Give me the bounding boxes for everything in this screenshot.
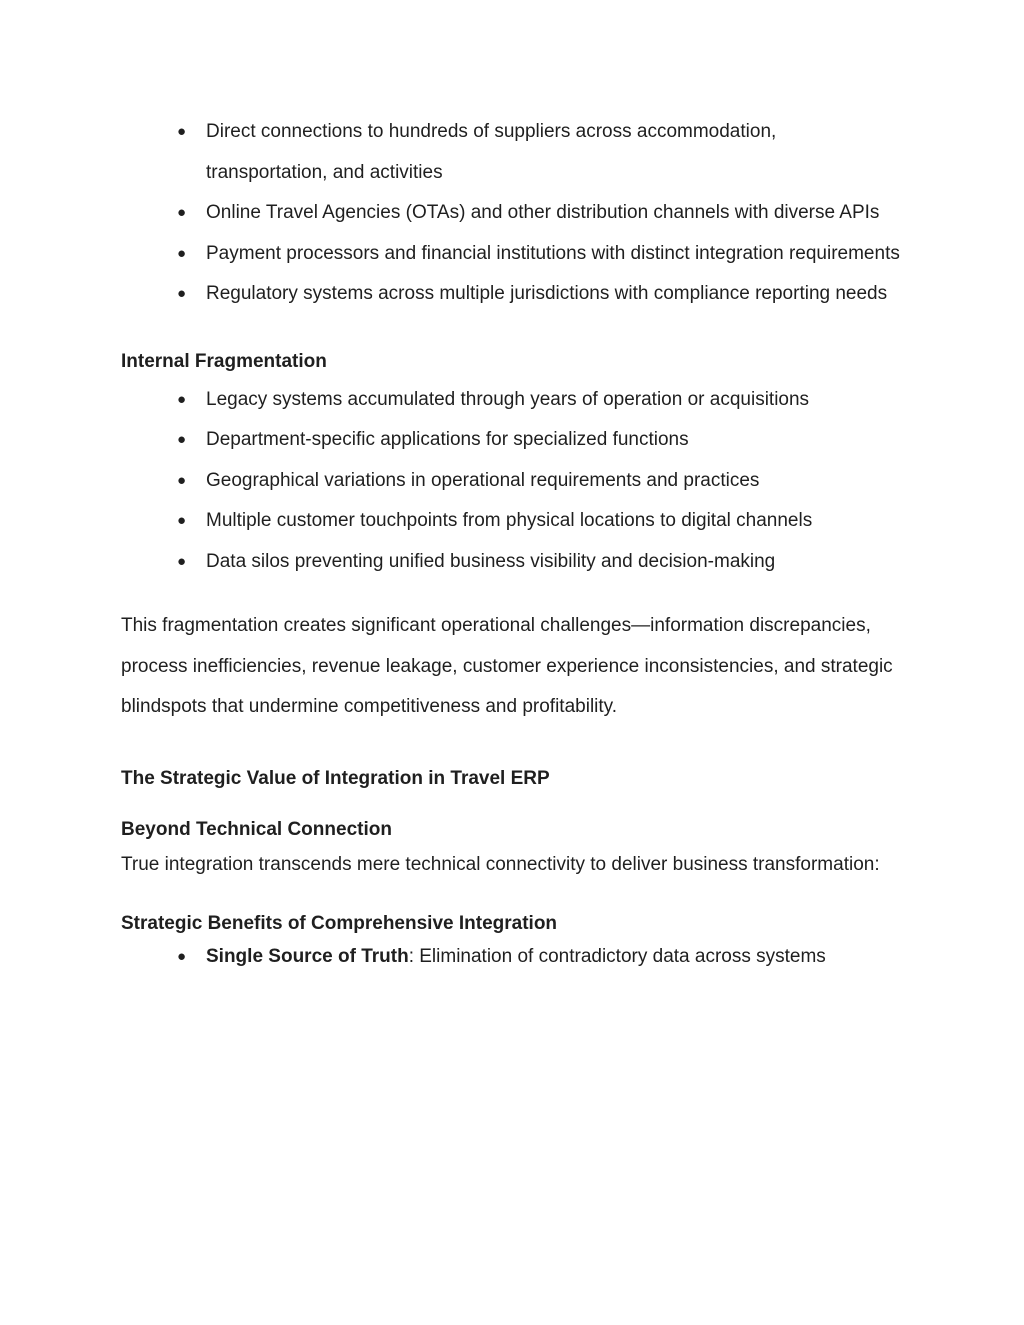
beyond-technical-heading: Beyond Technical Connection: [121, 818, 392, 840]
list-item: [121, 234, 901, 275]
strategic-benefits-list: [121, 937, 901, 978]
integration-paragraph: True integration transcends mere technical connectivity to deliver business transformation:: [121, 853, 880, 875]
list-item: [121, 112, 901, 193]
bullet-icon: ●: [177, 512, 187, 529]
list-item: [121, 420, 901, 461]
list-item-text: Multiple customer touchpoints from physical locations to digital channels: [206, 510, 813, 531]
bullet-icon: ●: [177, 471, 187, 489]
bullet-icon: ●: [177, 123, 187, 140]
document-content: [121, 112, 901, 978]
list-item-text: Direct connections to hundreds of suppliers across accommodation, transportation, and activities: [206, 121, 777, 183]
list-item: [121, 542, 901, 583]
list-item-text: Regulatory systems across multiple jurisdictions with compliance reporting needs: [206, 283, 888, 304]
strategic-benefits-heading: Strategic Benefits of Comprehensive Integration: [121, 913, 558, 934]
strategic-value-heading: The Strategic Value of Integration in Travel ERP: [121, 767, 550, 789]
list-item-text: Legacy systems accumulated through years of operation or acquisitions: [206, 388, 810, 410]
list-item: [121, 461, 901, 502]
benefit-description: : Elimination of contradictory data across systems: [408, 946, 826, 967]
list-item-text: Geographical variations in operational requirements and practices: [206, 469, 760, 491]
bullet-icon: ●: [177, 204, 187, 221]
list-item-text: Department-specific applications for specialized functions: [206, 429, 689, 450]
bullet-icon: ●: [177, 948, 187, 965]
bullet-icon: ●: [177, 390, 187, 408]
list-item: [121, 193, 901, 234]
internal-fragmentation-list: [121, 380, 901, 583]
list-item: [121, 274, 901, 315]
fragmentation-paragraph: This fragmentation creates significant operational challenges—information discrepancies, process inefficiencies, revenue leakage, customer experience inconsistencies, and strategic blindspots that undermine competitiveness and profitability.: [121, 615, 893, 717]
list-item-text: Payment processors and financial institutions with distinct integration requirements: [206, 242, 900, 264]
bullet-icon: ●: [177, 431, 187, 448]
benefit-term: Single Source of Truth: [206, 946, 409, 967]
bullet-icon: ●: [177, 285, 187, 302]
list-item: [121, 501, 901, 542]
bullet-icon: ●: [177, 552, 187, 570]
bullet-icon: ●: [177, 244, 187, 262]
list-item: [121, 937, 901, 978]
list-item-text: Online Travel Agencies (OTAs) and other distribution channels with diverse APIs: [206, 202, 880, 223]
list-item-text: Data silos preventing unified business visibility and decision-making: [206, 550, 776, 572]
list-item: [121, 380, 901, 421]
external-connections-list: [121, 112, 901, 315]
internal-fragmentation-heading: Internal Fragmentation: [121, 350, 327, 372]
